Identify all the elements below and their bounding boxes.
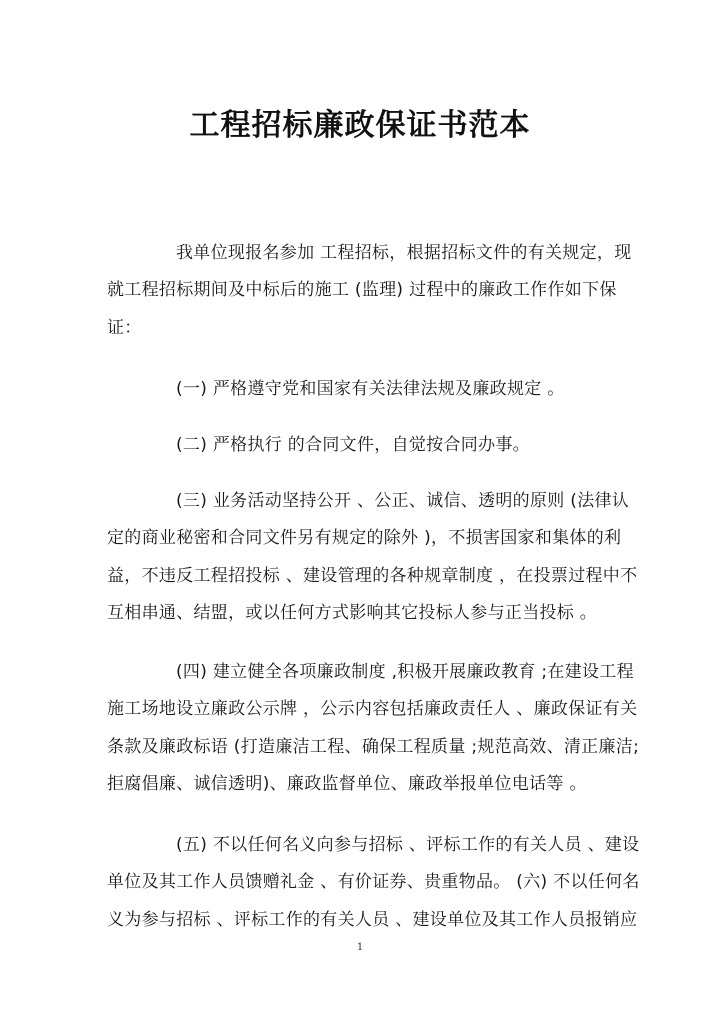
clause-4-line: 拒腐倡廉、诚信透明)、廉政监督单位、廉政举报单位电话等 。 bbox=[107, 774, 587, 794]
clause-1-line: (一) 严格遵守党和国家有关法律法规及廉政规定 。 bbox=[176, 379, 565, 399]
clause-3-line: 互相串通、结盟，或以任何方式影响其它投标人参与正当投标 。 bbox=[107, 603, 598, 623]
clause-4-line: 条款及廉政标语 (打造廉洁工程、确保工程质量 ;规范高效、清正廉洁; bbox=[107, 737, 640, 757]
clause-4-line: 施工场地设立廉政公示牌 ，公示内容包括廉政责任人 、廉政保证有关 bbox=[107, 699, 638, 719]
clause-4-line: (四) 建立健全各项廉政制度 ,积极开展廉政教育 ;在建设工程 bbox=[176, 662, 634, 682]
clause-3-line: 定的商业秘密和合同文件另有规定的除外 )，不损害国家和集体的利 bbox=[107, 528, 622, 548]
clause-6-line: 义为参与招标 、评标工作的有关人员 、建设单位及其工作人员报销应 bbox=[107, 910, 638, 930]
paragraph-line: 就工程招标期间及中标后的施工 (监理) 过程中的廉政工作作如下保 bbox=[107, 280, 617, 300]
paragraph-line: 证： bbox=[107, 318, 142, 338]
clause-5-6-line: 单位及其工作人员馈赠礼金 、有价证券、贵重物品。 (六) 不以任何名 bbox=[107, 872, 640, 892]
clause-2-line: (二) 严格执行 的合同文件，自觉按合同办事。 bbox=[176, 435, 530, 455]
document-title: 工程招标廉政保证书范本 bbox=[189, 108, 531, 143]
clause-3-line: (三) 业务活动坚持公开 、公正、诚信、透明的原则 (法律认 bbox=[176, 491, 630, 511]
clause-3-line: 益，不违反工程招投标 、建设管理的各种规章制度 ，在投票过程中不 bbox=[107, 566, 638, 586]
paragraph-line: 我单位现报名参加 工程招标，根据招标文件的有关规定，现 bbox=[176, 243, 632, 263]
clause-5-line: (五) 不以任何名义向参与招标 、评标工作的有关人员 、建设 bbox=[176, 835, 640, 855]
page-number: 1 bbox=[356, 942, 364, 953]
